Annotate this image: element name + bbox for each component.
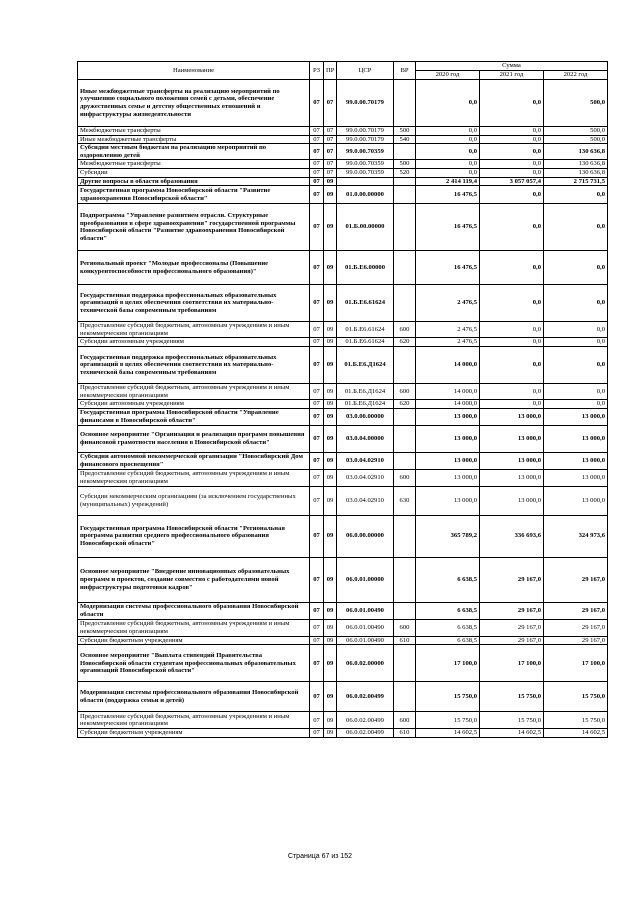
table-row bbox=[78, 346, 608, 383]
table-row bbox=[78, 486, 608, 515]
table-row bbox=[78, 127, 608, 136]
table-row bbox=[78, 452, 608, 469]
cell-rz: 07 bbox=[310, 322, 324, 338]
header-vr: ВР bbox=[394, 62, 416, 80]
table-row bbox=[78, 251, 608, 285]
cell-2020: 14 602,5 bbox=[416, 729, 480, 738]
cell-name: Государственная поддержка профессиональных образовательных организаций в целях обеспечения соответствия их материально-технической базы современным требованиям bbox=[78, 285, 310, 322]
cell-rz: 07 bbox=[310, 285, 324, 322]
table-row bbox=[78, 619, 608, 636]
cell-pr: 09 bbox=[324, 729, 337, 738]
table-row bbox=[78, 135, 608, 144]
cell-2022: 0,0 bbox=[544, 251, 608, 285]
table-row bbox=[78, 729, 608, 738]
cell-2022: 29 167,0 bbox=[544, 602, 608, 619]
cell-pr: 07 bbox=[324, 127, 337, 136]
cell-pr: 07 bbox=[324, 160, 337, 169]
cell-pr: 09 bbox=[324, 186, 337, 204]
cell-vr: 600 bbox=[394, 383, 416, 399]
header-sum: Сумма bbox=[416, 62, 608, 71]
table-row bbox=[78, 602, 608, 619]
cell-2022: 15 750,0 bbox=[544, 712, 608, 729]
header-year-2020: 2020 год bbox=[416, 71, 480, 80]
cell-pr: 09 bbox=[324, 425, 337, 452]
cell-name: Модернизация системы профессионального образования Новосибирской области bbox=[78, 602, 310, 619]
cell-2022: 0,0 bbox=[544, 204, 608, 251]
cell-name: Субсидии некоммерческим организациям (за исключением государственных (муниципальных) учреждений) bbox=[78, 486, 310, 515]
cell-vr bbox=[394, 204, 416, 251]
cell-pr: 09 bbox=[324, 469, 337, 486]
cell-2021: 0,0 bbox=[480, 346, 544, 383]
cell-csr: 01.Б.Е6.Д1624 bbox=[337, 400, 394, 409]
cell-rz: 07 bbox=[310, 400, 324, 409]
cell-rz: 07 bbox=[310, 177, 324, 186]
table-row bbox=[78, 80, 608, 127]
cell-2022: 500,0 bbox=[544, 127, 608, 136]
cell-csr: 99.0.00.70359 bbox=[337, 160, 394, 169]
cell-2021: 29 167,0 bbox=[480, 619, 544, 636]
cell-rz: 07 bbox=[310, 636, 324, 645]
cell-2021: 0,0 bbox=[480, 383, 544, 399]
cell-rz: 07 bbox=[310, 186, 324, 204]
cell-2021: 0,0 bbox=[480, 251, 544, 285]
table-row bbox=[78, 557, 608, 602]
cell-name: Межбюджетные трансферты bbox=[78, 160, 310, 169]
cell-rz: 07 bbox=[310, 338, 324, 347]
cell-2021: 3 057 057,4 bbox=[480, 177, 544, 186]
cell-csr: 99.0.00.70179 bbox=[337, 80, 394, 127]
cell-csr: 06.0.02.00499 bbox=[337, 729, 394, 738]
cell-pr: 09 bbox=[324, 204, 337, 251]
cell-rz: 07 bbox=[310, 135, 324, 144]
cell-2021: 17 100,0 bbox=[480, 645, 544, 682]
cell-2022: 29 167,0 bbox=[544, 557, 608, 602]
cell-2022: 2 715 731,5 bbox=[544, 177, 608, 186]
cell-csr: 99.0.00.70359 bbox=[337, 168, 394, 177]
cell-pr: 09 bbox=[324, 602, 337, 619]
header-name: Наименование bbox=[78, 62, 310, 80]
cell-name: Предоставление субсидий бюджетным, автономным учреждениям и иным некоммерческим организациям bbox=[78, 383, 310, 399]
cell-vr: 600 bbox=[394, 712, 416, 729]
cell-2022: 324 973,6 bbox=[544, 515, 608, 557]
cell-2020: 13 000,0 bbox=[416, 486, 480, 515]
cell-rz: 07 bbox=[310, 645, 324, 682]
cell-2021: 13 000,0 bbox=[480, 425, 544, 452]
cell-pr: 09 bbox=[324, 400, 337, 409]
cell-vr bbox=[394, 425, 416, 452]
cell-name: Региональный проект "Молодые профессионалы (Повышение конкурентоспособности профессионального образования)" bbox=[78, 251, 310, 285]
cell-2020: 15 750,0 bbox=[416, 682, 480, 712]
cell-pr: 09 bbox=[324, 515, 337, 557]
cell-vr bbox=[394, 408, 416, 425]
cell-2022: 0,0 bbox=[544, 346, 608, 383]
cell-2021: 13 000,0 bbox=[480, 452, 544, 469]
cell-rz: 07 bbox=[310, 251, 324, 285]
cell-name: Государственная программа Новосибирской области "Управление финансами в Новосибирской области" bbox=[78, 408, 310, 425]
budget-table bbox=[77, 61, 608, 738]
cell-2022: 29 167,0 bbox=[544, 619, 608, 636]
table-row bbox=[78, 400, 608, 409]
cell-2022: 500,0 bbox=[544, 80, 608, 127]
cell-rz: 07 bbox=[310, 682, 324, 712]
cell-name: Субсидии bbox=[78, 168, 310, 177]
cell-2022: 0,0 bbox=[544, 400, 608, 409]
cell-csr: 06.0.00.00000 bbox=[337, 515, 394, 557]
cell-rz: 07 bbox=[310, 425, 324, 452]
cell-pr: 07 bbox=[324, 144, 337, 160]
cell-2021: 14 602,5 bbox=[480, 729, 544, 738]
cell-2020: 2 476,5 bbox=[416, 338, 480, 347]
cell-vr: 600 bbox=[394, 469, 416, 486]
table-row bbox=[78, 160, 608, 169]
cell-pr: 09 bbox=[324, 557, 337, 602]
table-row bbox=[78, 186, 608, 204]
table-row bbox=[78, 712, 608, 729]
table-body bbox=[78, 80, 608, 738]
cell-2022: 14 602,5 bbox=[544, 729, 608, 738]
cell-rz: 07 bbox=[310, 557, 324, 602]
cell-name: Субсидии автономной некоммерческой организации "Новосибирский Дом финансового просвещения" bbox=[78, 452, 310, 469]
cell-2022: 130 636,8 bbox=[544, 144, 608, 160]
cell-2022: 17 100,0 bbox=[544, 645, 608, 682]
cell-vr: 620 bbox=[394, 400, 416, 409]
cell-rz: 07 bbox=[310, 515, 324, 557]
cell-rz: 07 bbox=[310, 168, 324, 177]
cell-name: Основное мероприятие "Внедрение инновационных образовательных программ и проектов, создание совместно с работодателями новой инфраструктуры подготовки кадров" bbox=[78, 557, 310, 602]
cell-name: Субсидии местным бюджетам на реализацию мероприятий по оздоровлению детей bbox=[78, 144, 310, 160]
cell-2021: 29 167,0 bbox=[480, 636, 544, 645]
cell-2020: 14 000,0 bbox=[416, 346, 480, 383]
cell-csr: 01.Б.Е6.Д1624 bbox=[337, 346, 394, 383]
cell-2020: 16 476,5 bbox=[416, 251, 480, 285]
table-row bbox=[78, 177, 608, 186]
header-year-2021: 2021 год bbox=[480, 71, 544, 80]
cell-name: Основное мероприятие "Выплата стипендий Правительства Новосибирской области студентам профессиональных образовательных организаций Новосибирской области" bbox=[78, 645, 310, 682]
cell-2020: 0,0 bbox=[416, 144, 480, 160]
cell-name: Государственная программа Новосибирской области "Развитие здравоохранения Новосибирской области" bbox=[78, 186, 310, 204]
header-csr: ЦСР bbox=[337, 62, 394, 80]
cell-2020: 6 638,5 bbox=[416, 636, 480, 645]
cell-vr bbox=[394, 557, 416, 602]
cell-rz: 07 bbox=[310, 602, 324, 619]
table-header bbox=[78, 62, 608, 80]
cell-pr: 09 bbox=[324, 636, 337, 645]
cell-vr: 610 bbox=[394, 729, 416, 738]
cell-2020: 2 414 119,4 bbox=[416, 177, 480, 186]
table-row bbox=[78, 322, 608, 338]
cell-rz: 07 bbox=[310, 383, 324, 399]
cell-csr: 99.0.00.70359 bbox=[337, 144, 394, 160]
cell-2020: 6 638,5 bbox=[416, 602, 480, 619]
cell-2021: 13 000,0 bbox=[480, 486, 544, 515]
cell-2020: 13 000,0 bbox=[416, 469, 480, 486]
cell-csr: 01.Б.Е6.61624 bbox=[337, 322, 394, 338]
table-row bbox=[78, 636, 608, 645]
cell-2020: 13 000,0 bbox=[416, 452, 480, 469]
cell-name: Субсидии бюджетным учреждениям bbox=[78, 636, 310, 645]
cell-vr: 620 bbox=[394, 338, 416, 347]
cell-name: Субсидии автономным учреждениям bbox=[78, 338, 310, 347]
cell-2021: 0,0 bbox=[480, 80, 544, 127]
cell-vr: 610 bbox=[394, 636, 416, 645]
cell-2020: 15 750,0 bbox=[416, 712, 480, 729]
cell-2020: 2 476,5 bbox=[416, 285, 480, 322]
cell-2021: 0,0 bbox=[480, 135, 544, 144]
cell-rz: 07 bbox=[310, 619, 324, 636]
cell-csr: 03.0.04.00000 bbox=[337, 425, 394, 452]
cell-vr bbox=[394, 144, 416, 160]
table-row bbox=[78, 408, 608, 425]
table-row bbox=[78, 204, 608, 251]
cell-2022: 500,0 bbox=[544, 135, 608, 144]
cell-vr bbox=[394, 452, 416, 469]
cell-csr: 03.0.04.02910 bbox=[337, 486, 394, 515]
cell-2020: 0,0 bbox=[416, 80, 480, 127]
cell-vr: 600 bbox=[394, 322, 416, 338]
cell-2021: 0,0 bbox=[480, 322, 544, 338]
cell-2021: 15 750,0 bbox=[480, 682, 544, 712]
cell-csr: 99.0.00.70179 bbox=[337, 127, 394, 136]
cell-name: Субсидии бюджетным учреждениям bbox=[78, 729, 310, 738]
cell-rz: 07 bbox=[310, 127, 324, 136]
cell-pr: 09 bbox=[324, 177, 337, 186]
cell-csr: 06.0.02.00499 bbox=[337, 712, 394, 729]
cell-pr: 09 bbox=[324, 682, 337, 712]
cell-rz: 07 bbox=[310, 80, 324, 127]
cell-2022: 29 167,0 bbox=[544, 636, 608, 645]
table-row bbox=[78, 144, 608, 160]
cell-csr: 01.Б.Е6.00000 bbox=[337, 251, 394, 285]
cell-2020: 13 000,0 bbox=[416, 408, 480, 425]
cell-2021: 336 693,6 bbox=[480, 515, 544, 557]
cell-pr: 07 bbox=[324, 80, 337, 127]
cell-2020: 6 638,5 bbox=[416, 619, 480, 636]
cell-2022: 13 000,0 bbox=[544, 486, 608, 515]
cell-2022: 13 000,0 bbox=[544, 408, 608, 425]
cell-name: Межбюджетные трансферты bbox=[78, 127, 310, 136]
cell-csr: 01.Б.00.00000 bbox=[337, 204, 394, 251]
table-row bbox=[78, 469, 608, 486]
cell-vr bbox=[394, 602, 416, 619]
cell-vr bbox=[394, 251, 416, 285]
cell-2021: 0,0 bbox=[480, 160, 544, 169]
cell-csr: 03.0.04.02910 bbox=[337, 452, 394, 469]
cell-rz: 07 bbox=[310, 712, 324, 729]
cell-name: Предоставление субсидий бюджетным, автономным учреждениям и иным некоммерческим организациям bbox=[78, 322, 310, 338]
cell-2021: 0,0 bbox=[480, 338, 544, 347]
cell-2021: 13 000,0 bbox=[480, 469, 544, 486]
cell-name: Государственная поддержка профессиональных образовательных организаций в целях обеспечения соответствия их материально-технической базы современным требованиям bbox=[78, 346, 310, 383]
cell-vr bbox=[394, 285, 416, 322]
cell-pr: 09 bbox=[324, 645, 337, 682]
cell-csr: 06.0.01.00000 bbox=[337, 557, 394, 602]
cell-2021: 0,0 bbox=[480, 204, 544, 251]
header-pr: ПР bbox=[324, 62, 337, 80]
cell-2021: 29 167,0 bbox=[480, 557, 544, 602]
cell-vr bbox=[394, 177, 416, 186]
cell-name: Иные межбюджетные трансферты bbox=[78, 135, 310, 144]
cell-pr: 09 bbox=[324, 452, 337, 469]
cell-csr: 06.0.02.00000 bbox=[337, 645, 394, 682]
cell-csr: 03.0.04.02910 bbox=[337, 469, 394, 486]
cell-2021: 0,0 bbox=[480, 400, 544, 409]
cell-name: Государственная программа Новосибирской области "Региональная программа развития среднего профессионального образования Новосибирской области" bbox=[78, 515, 310, 557]
cell-2020: 6 638,5 bbox=[416, 557, 480, 602]
cell-vr: 600 bbox=[394, 619, 416, 636]
cell-rz: 07 bbox=[310, 144, 324, 160]
cell-2020: 13 000,0 bbox=[416, 425, 480, 452]
cell-vr bbox=[394, 682, 416, 712]
cell-pr: 09 bbox=[324, 285, 337, 322]
cell-2020: 0,0 bbox=[416, 160, 480, 169]
header-rz: РЗ bbox=[310, 62, 324, 80]
cell-vr: 500 bbox=[394, 127, 416, 136]
cell-2020: 16 476,5 bbox=[416, 186, 480, 204]
cell-2022: 0,0 bbox=[544, 285, 608, 322]
cell-name: Иные межбюджетные трансферты на реализацию мероприятий по улучшению социального положения семей с детьми, обеспечение дружественных семье и детству общественных отношений и инфраструктуры жизнедеятельности bbox=[78, 80, 310, 127]
cell-vr: 540 bbox=[394, 135, 416, 144]
cell-2022: 0,0 bbox=[544, 186, 608, 204]
table-row bbox=[78, 682, 608, 712]
table-row bbox=[78, 425, 608, 452]
cell-2021: 0,0 bbox=[480, 127, 544, 136]
cell-name: Предоставление субсидий бюджетным, автономным учреждениям и иным некоммерческим организациям bbox=[78, 469, 310, 486]
cell-pr: 09 bbox=[324, 383, 337, 399]
cell-name: Субсидии автономным учреждениям bbox=[78, 400, 310, 409]
cell-csr bbox=[337, 177, 394, 186]
cell-rz: 07 bbox=[310, 452, 324, 469]
cell-csr: 01.0.00.00000 bbox=[337, 186, 394, 204]
cell-vr bbox=[394, 515, 416, 557]
cell-vr bbox=[394, 645, 416, 682]
table-row bbox=[78, 168, 608, 177]
cell-2022: 0,0 bbox=[544, 322, 608, 338]
cell-2022: 13 000,0 bbox=[544, 469, 608, 486]
cell-csr: 06.0.01.00490 bbox=[337, 602, 394, 619]
cell-rz: 07 bbox=[310, 469, 324, 486]
cell-2020: 365 789,2 bbox=[416, 515, 480, 557]
cell-2022: 0,0 bbox=[544, 383, 608, 399]
cell-pr: 09 bbox=[324, 322, 337, 338]
cell-vr: 500 bbox=[394, 160, 416, 169]
cell-name: Предоставление субсидий бюджетным, автономным учреждениям и иным некоммерческим организациям bbox=[78, 619, 310, 636]
cell-rz: 07 bbox=[310, 346, 324, 383]
cell-2021: 0,0 bbox=[480, 168, 544, 177]
cell-csr: 99.0.00.70179 bbox=[337, 135, 394, 144]
cell-rz: 07 bbox=[310, 729, 324, 738]
cell-2021: 13 000,0 bbox=[480, 408, 544, 425]
cell-2021: 0,0 bbox=[480, 186, 544, 204]
cell-pr: 07 bbox=[324, 168, 337, 177]
budget-document bbox=[77, 61, 608, 738]
cell-rz: 07 bbox=[310, 160, 324, 169]
cell-2021: 0,0 bbox=[480, 285, 544, 322]
table-row bbox=[78, 645, 608, 682]
table-row bbox=[78, 285, 608, 322]
cell-2021: 29 167,0 bbox=[480, 602, 544, 619]
header-year-2022: 2022 год bbox=[544, 71, 608, 80]
cell-2022: 13 000,0 bbox=[544, 425, 608, 452]
cell-rz: 07 bbox=[310, 408, 324, 425]
cell-2021: 0,0 bbox=[480, 144, 544, 160]
cell-2022: 13 000,0 bbox=[544, 452, 608, 469]
cell-2020: 0,0 bbox=[416, 135, 480, 144]
cell-vr bbox=[394, 186, 416, 204]
cell-pr: 09 bbox=[324, 338, 337, 347]
cell-2020: 16 476,5 bbox=[416, 204, 480, 251]
cell-rz: 07 bbox=[310, 204, 324, 251]
cell-2022: 130 636,8 bbox=[544, 160, 608, 169]
cell-2020: 14 000,0 bbox=[416, 383, 480, 399]
cell-name: Другие вопросы в области образования bbox=[78, 177, 310, 186]
cell-2022: 130 636,8 bbox=[544, 168, 608, 177]
page-footer: Страница 67 из 152 bbox=[287, 853, 353, 860]
cell-2022: 0,0 bbox=[544, 338, 608, 347]
cell-name: Предоставление субсидий бюджетным, автономным учреждениям и иным некоммерческим организациям bbox=[78, 712, 310, 729]
cell-rz: 07 bbox=[310, 486, 324, 515]
cell-vr bbox=[394, 80, 416, 127]
cell-2020: 14 000,0 bbox=[416, 400, 480, 409]
cell-2022: 15 750,0 bbox=[544, 682, 608, 712]
cell-2021: 15 750,0 bbox=[480, 712, 544, 729]
cell-pr: 09 bbox=[324, 408, 337, 425]
cell-2020: 0,0 bbox=[416, 168, 480, 177]
cell-pr: 09 bbox=[324, 712, 337, 729]
cell-csr: 06.0.01.00490 bbox=[337, 636, 394, 645]
cell-2020: 17 100,0 bbox=[416, 645, 480, 682]
cell-vr: 520 bbox=[394, 168, 416, 177]
cell-2020: 2 476,5 bbox=[416, 322, 480, 338]
cell-csr: 01.Б.Е6.Д1624 bbox=[337, 383, 394, 399]
cell-csr: 01.Б.Е6.61624 bbox=[337, 338, 394, 347]
cell-name: Модернизация системы профессионального образования Новосибирской области (поддержка семьи и детей) bbox=[78, 682, 310, 712]
cell-pr: 09 bbox=[324, 346, 337, 383]
cell-name: Основное мероприятие "Организация и реализация программ повышения финансовой грамотности населения в Новосибирской области" bbox=[78, 425, 310, 452]
cell-pr: 07 bbox=[324, 135, 337, 144]
cell-2020: 0,0 bbox=[416, 127, 480, 136]
cell-name: Подпрограмма "Управление развитием отрасли. Структурные преобразования в сфере здравоохранения" государственной программы Новосибирской области "Развитие здравоохранения Новосибирской области" bbox=[78, 204, 310, 251]
cell-csr: 01.Б.Е6.61624 bbox=[337, 285, 394, 322]
table-row bbox=[78, 383, 608, 399]
table-row bbox=[78, 515, 608, 557]
cell-pr: 09 bbox=[324, 251, 337, 285]
cell-csr: 06.0.01.00490 bbox=[337, 619, 394, 636]
cell-vr bbox=[394, 346, 416, 383]
cell-vr: 630 bbox=[394, 486, 416, 515]
table-row bbox=[78, 338, 608, 347]
cell-csr: 03.0.00.00000 bbox=[337, 408, 394, 425]
cell-pr: 09 bbox=[324, 619, 337, 636]
cell-pr: 09 bbox=[324, 486, 337, 515]
cell-csr: 06.0.02.00499 bbox=[337, 682, 394, 712]
